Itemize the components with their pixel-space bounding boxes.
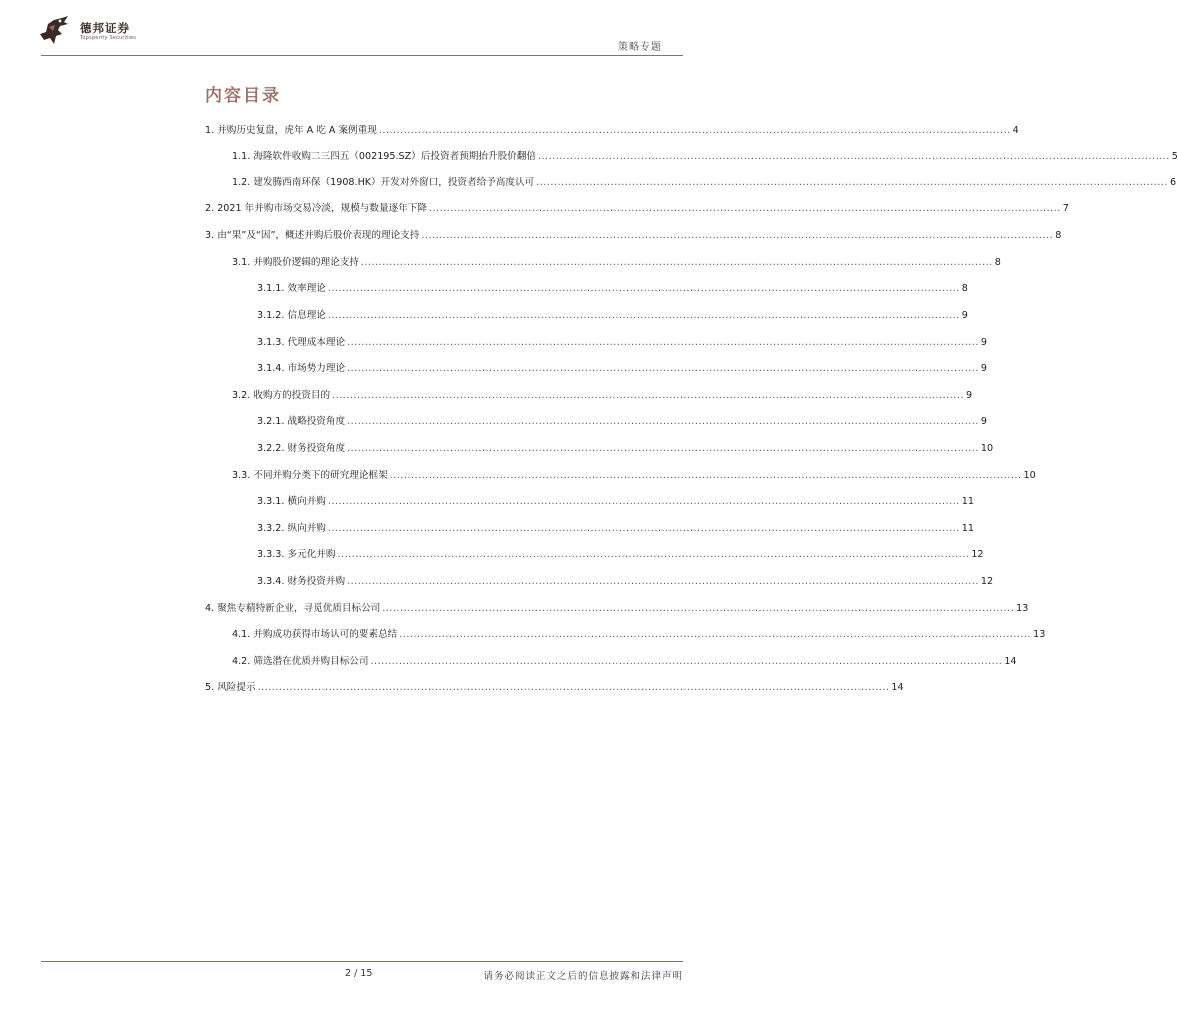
toc-entry-page: 9 — [980, 337, 988, 348]
toc-dot-leader: .................................................................................................................................................................................. — [332, 390, 964, 401]
toc-entry-page: 4 — [1012, 125, 1019, 136]
toc-entry-label: 3.2.1. 战略投资角度 — [257, 416, 346, 427]
toc-entry-label: 3.3.1. 横向并购 — [257, 496, 326, 507]
toc-dot-leader: .................................................................................................................................................................................. — [378, 125, 1011, 136]
toc-entry-1-1[interactable] — [232, 150, 1178, 164]
toc-entry-3-1-3[interactable] — [257, 336, 988, 350]
toc-entry-label: 3.3.4. 财务投资并购 — [257, 576, 346, 587]
toc-entry-page: 8 — [994, 257, 1001, 268]
toc-dot-leader: .................................................................................................................................................................................. — [389, 470, 1022, 481]
toc-entry-label: 3.1.2. 信息理论 — [257, 310, 326, 321]
toc-entry-3-1-4[interactable] — [257, 362, 988, 376]
legal-disclaimer: 请务必阅读正文之后的信息披露和法律声明 — [483, 971, 683, 982]
footer-divider — [41, 961, 683, 962]
toc-entry-label: 1. 并购历史复盘，虎年 A 吃 A 案例重现 — [205, 125, 377, 136]
page-number: 2 / 15 — [345, 968, 373, 979]
toc-entry-3-2-2[interactable] — [257, 442, 994, 456]
toc-dot-leader: .................................................................................................................................................................................. — [347, 443, 979, 454]
toc-entry-4[interactable] — [205, 602, 1029, 616]
toc-entry-3-1[interactable] — [232, 256, 1001, 270]
toc-entry-label: 3. 由“果”及“因”，概述并购后股价表现的理论支持 — [205, 230, 420, 241]
toc-dot-leader: .................................................................................................................................................................................. — [257, 682, 890, 693]
toc-dot-leader: .................................................................................................................................................................................. — [327, 496, 960, 507]
toc-entry-page: 9 — [980, 416, 988, 427]
dragon-logo-icon — [38, 14, 70, 46]
toc-entry-label: 3.3.2. 纵向并购 — [257, 523, 326, 534]
toc-entry-page: 11 — [961, 496, 974, 507]
toc-entry-label: 3.2. 收购方的投资目的 — [232, 390, 331, 401]
toc-entry-page: 5 — [1171, 151, 1178, 162]
toc-entry-3-2[interactable] — [232, 389, 973, 403]
toc-entry-3-1-1[interactable] — [257, 282, 968, 296]
toc-entry-page: 8 — [1055, 230, 1062, 241]
toc-dot-leader: .................................................................................................................................................................................. — [428, 203, 1061, 214]
toc-entry-label: 3.3. 不同并购分类下的研究理论框架 — [232, 470, 388, 481]
toc-dot-leader: .................................................................................................................................................................................. — [347, 576, 979, 587]
report-type: 策略专题 — [618, 42, 662, 53]
toc-entry-page: 12 — [971, 549, 984, 560]
toc-entry-page: 10 — [980, 443, 994, 454]
toc-dot-leader: .................................................................................................................................................................................. — [370, 656, 1003, 667]
toc-entry-1[interactable] — [205, 124, 1019, 138]
toc-entry-4-2[interactable] — [232, 655, 1017, 669]
toc-entry-page: 9 — [961, 310, 968, 321]
toc-entry-3[interactable] — [205, 229, 1062, 243]
toc-entry-page: 9 — [980, 363, 988, 374]
toc-entry-label: 1.1. 海隆软件收购二三四五（002195.SZ）后投资者预期抬升股价翻倍 — [232, 151, 536, 162]
toc-entry-label: 3.1. 并购股价逻辑的理论支持 — [232, 257, 359, 268]
toc-entry-label: 3.1.1. 效率理论 — [257, 283, 326, 294]
toc-dot-leader: .................................................................................................................................................................................. — [537, 151, 1170, 162]
toc-entry-label: 2. 2021 年并购市场交易冷淡，规模与数量逐年下降 — [205, 203, 427, 214]
brand-name: 德邦证券 — [80, 21, 130, 35]
toc-title: 内容目录 — [205, 86, 281, 106]
toc-entry-label: 4.1. 并购成功获得市场认可的要素总结 — [232, 629, 398, 640]
toc-entry-page: 13 — [1033, 629, 1046, 640]
toc-dot-leader: .................................................................................................................................................................................. — [327, 310, 960, 321]
toc-entry-page: 9 — [965, 390, 973, 401]
toc-dot-leader: .................................................................................................................................................................................. — [382, 603, 1015, 614]
toc-entry-3-2-1[interactable] — [257, 415, 988, 429]
toc-entry-3-3-2[interactable] — [257, 522, 974, 536]
toc-dot-leader: .................................................................................................................................................................................. — [536, 177, 1168, 188]
toc-entry-page: 6 — [1170, 177, 1177, 188]
toc-entry-label: 3.2.2. 财务投资角度 — [257, 443, 346, 454]
toc-entry-3-3[interactable] — [232, 469, 1036, 483]
toc-entry-page: 8 — [961, 283, 968, 294]
toc-dot-leader: .................................................................................................................................................................................. — [347, 416, 979, 427]
toc-entry-label: 3.1.3. 代理成本理论 — [257, 337, 346, 348]
toc-entry-page: 12 — [980, 576, 994, 587]
toc-dot-leader: .................................................................................................................................................................................. — [399, 629, 1032, 640]
toc-entry-3-3-4[interactable] — [257, 575, 994, 589]
toc-entry-3-3-1[interactable] — [257, 495, 974, 509]
toc-entry-label: 3.3.3. 多元化并购 — [257, 549, 336, 560]
toc-dot-leader: .................................................................................................................................................................................. — [421, 230, 1054, 241]
toc-dot-leader: .................................................................................................................................................................................. — [327, 523, 960, 534]
toc-entry-3-3-3[interactable] — [257, 548, 984, 562]
header-divider — [41, 55, 683, 56]
toc-dot-leader: .................................................................................................................................................................................. — [360, 257, 993, 268]
toc-entry-4-1[interactable] — [232, 628, 1046, 642]
toc-dot-leader: .................................................................................................................................................................................. — [337, 549, 970, 560]
toc-entry-page: 7 — [1062, 203, 1069, 214]
page-header — [0, 0, 724, 62]
toc-entry-2[interactable] — [205, 202, 1069, 216]
toc-dot-leader: .................................................................................................................................................................................. — [347, 363, 979, 374]
brand-subtitle: Topsperity Securities — [80, 35, 137, 41]
toc-entry-label: 1.2. 建发腾西南环保（1908.HK）开发对外窗口，投资者给予高度认可 — [232, 177, 535, 188]
toc-entry-page: 13 — [1016, 603, 1029, 614]
toc-entry-5[interactable] — [205, 681, 904, 695]
toc-entry-label: 5. 风险提示 — [205, 682, 256, 693]
toc-entry-page: 10 — [1023, 470, 1036, 481]
toc-entry-page: 14 — [1004, 656, 1017, 667]
toc-entry-label: 3.1.4. 市场势力理论 — [257, 363, 346, 374]
toc-entry-page: 14 — [891, 682, 904, 693]
toc-dot-leader: .................................................................................................................................................................................. — [327, 283, 960, 294]
toc-entry-1-2[interactable] — [232, 176, 1177, 190]
toc-entry-3-1-2[interactable] — [257, 309, 968, 323]
toc-entry-label: 4.2. 筛选潜在优质并购目标公司 — [232, 656, 369, 667]
toc-entry-label: 4. 聚焦专精特新企业，寻觅优质目标公司 — [205, 603, 381, 614]
toc-dot-leader: .................................................................................................................................................................................. — [347, 337, 979, 348]
toc-entry-page: 11 — [961, 523, 974, 534]
